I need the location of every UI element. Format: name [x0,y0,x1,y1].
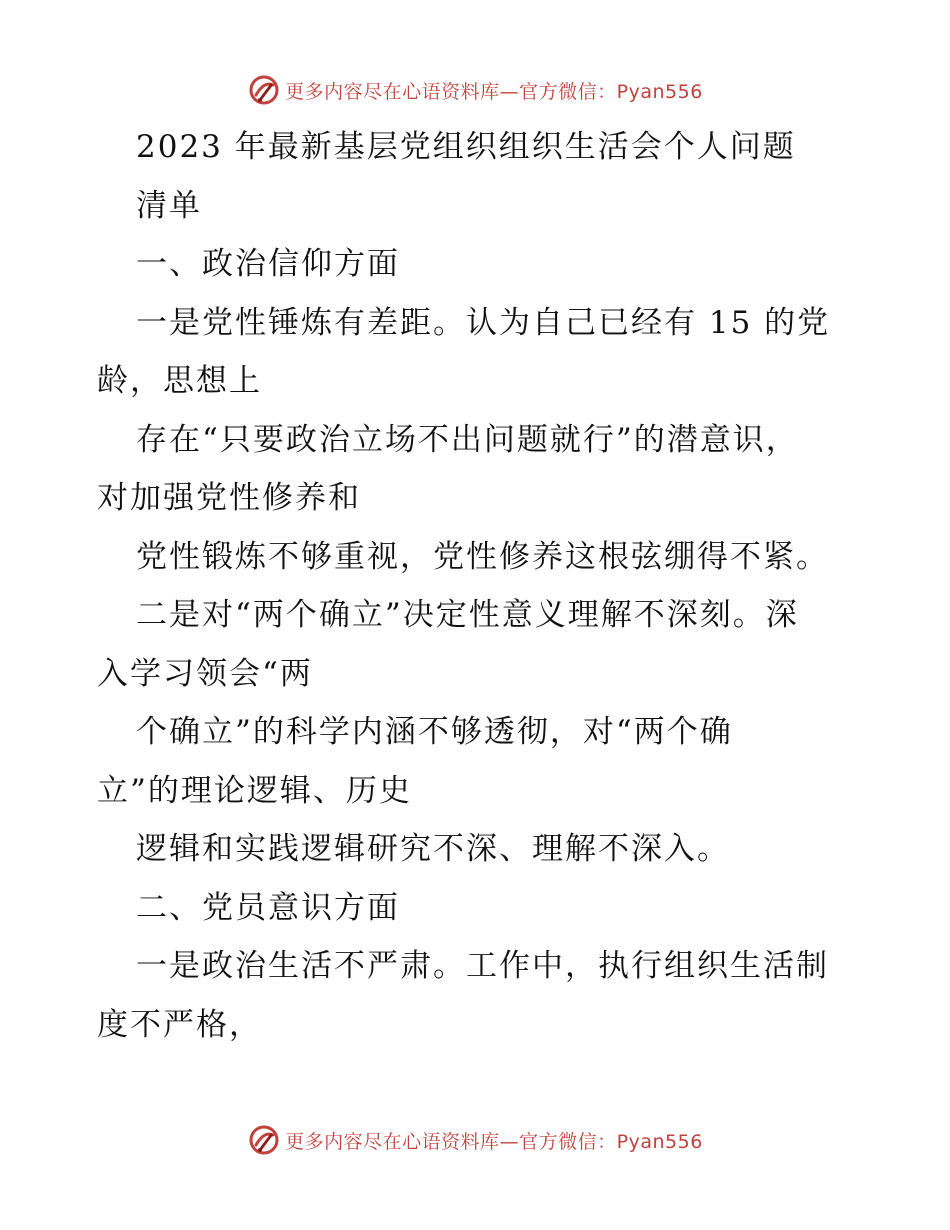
text-line: 龄，思想上 [97,363,262,399]
text-line: 一是党性锤炼有差距。认为自己已经有 15 的党 [136,304,831,341]
banner-text: 更多内容尽在心语资料库—官方微信：Pyan556 [285,80,703,103]
banner-text: 更多内容尽在心语资料库—官方微信：Pyan556 [285,1130,703,1153]
text-line: 清单 [136,187,202,224]
text-line: 个确立”的科学内涵不够透彻，对“两个确 [136,714,733,750]
text-line: 逻辑和实践逻辑研究不深、理解不深入。 [136,831,730,867]
text-line: 二是对“两个确立”决定性意义理解不深刻。深 [136,597,799,633]
pen-swirl-logo-icon [247,1123,281,1157]
text-line: 2023 年最新基层党组织组织生活会个人问题 [136,129,796,165]
text-line: 对加强党性修养和 [97,480,361,516]
text-line: 立”的理论逻辑、历史 [97,772,412,809]
header-banner [0,70,950,110]
text-line: 一是政治生活不严肃。工作中，执行组织生活制 [136,948,829,984]
document-body [97,118,857,1054]
text-line: 入学习领会“两 [97,655,313,692]
text-line: 存在“只要政治立场不出问题就行”的潜意识， [136,421,799,458]
text-line: 党性锻炼不够重视，党性修养这根弦绷得不紧。 [136,538,829,575]
text-line: 度不严格， [97,1006,262,1043]
pen-swirl-logo-icon [247,73,281,107]
footer-banner [0,1120,950,1160]
text-line: 一、政治信仰方面 [136,246,400,282]
text-line: 二、党员意识方面 [136,889,400,926]
